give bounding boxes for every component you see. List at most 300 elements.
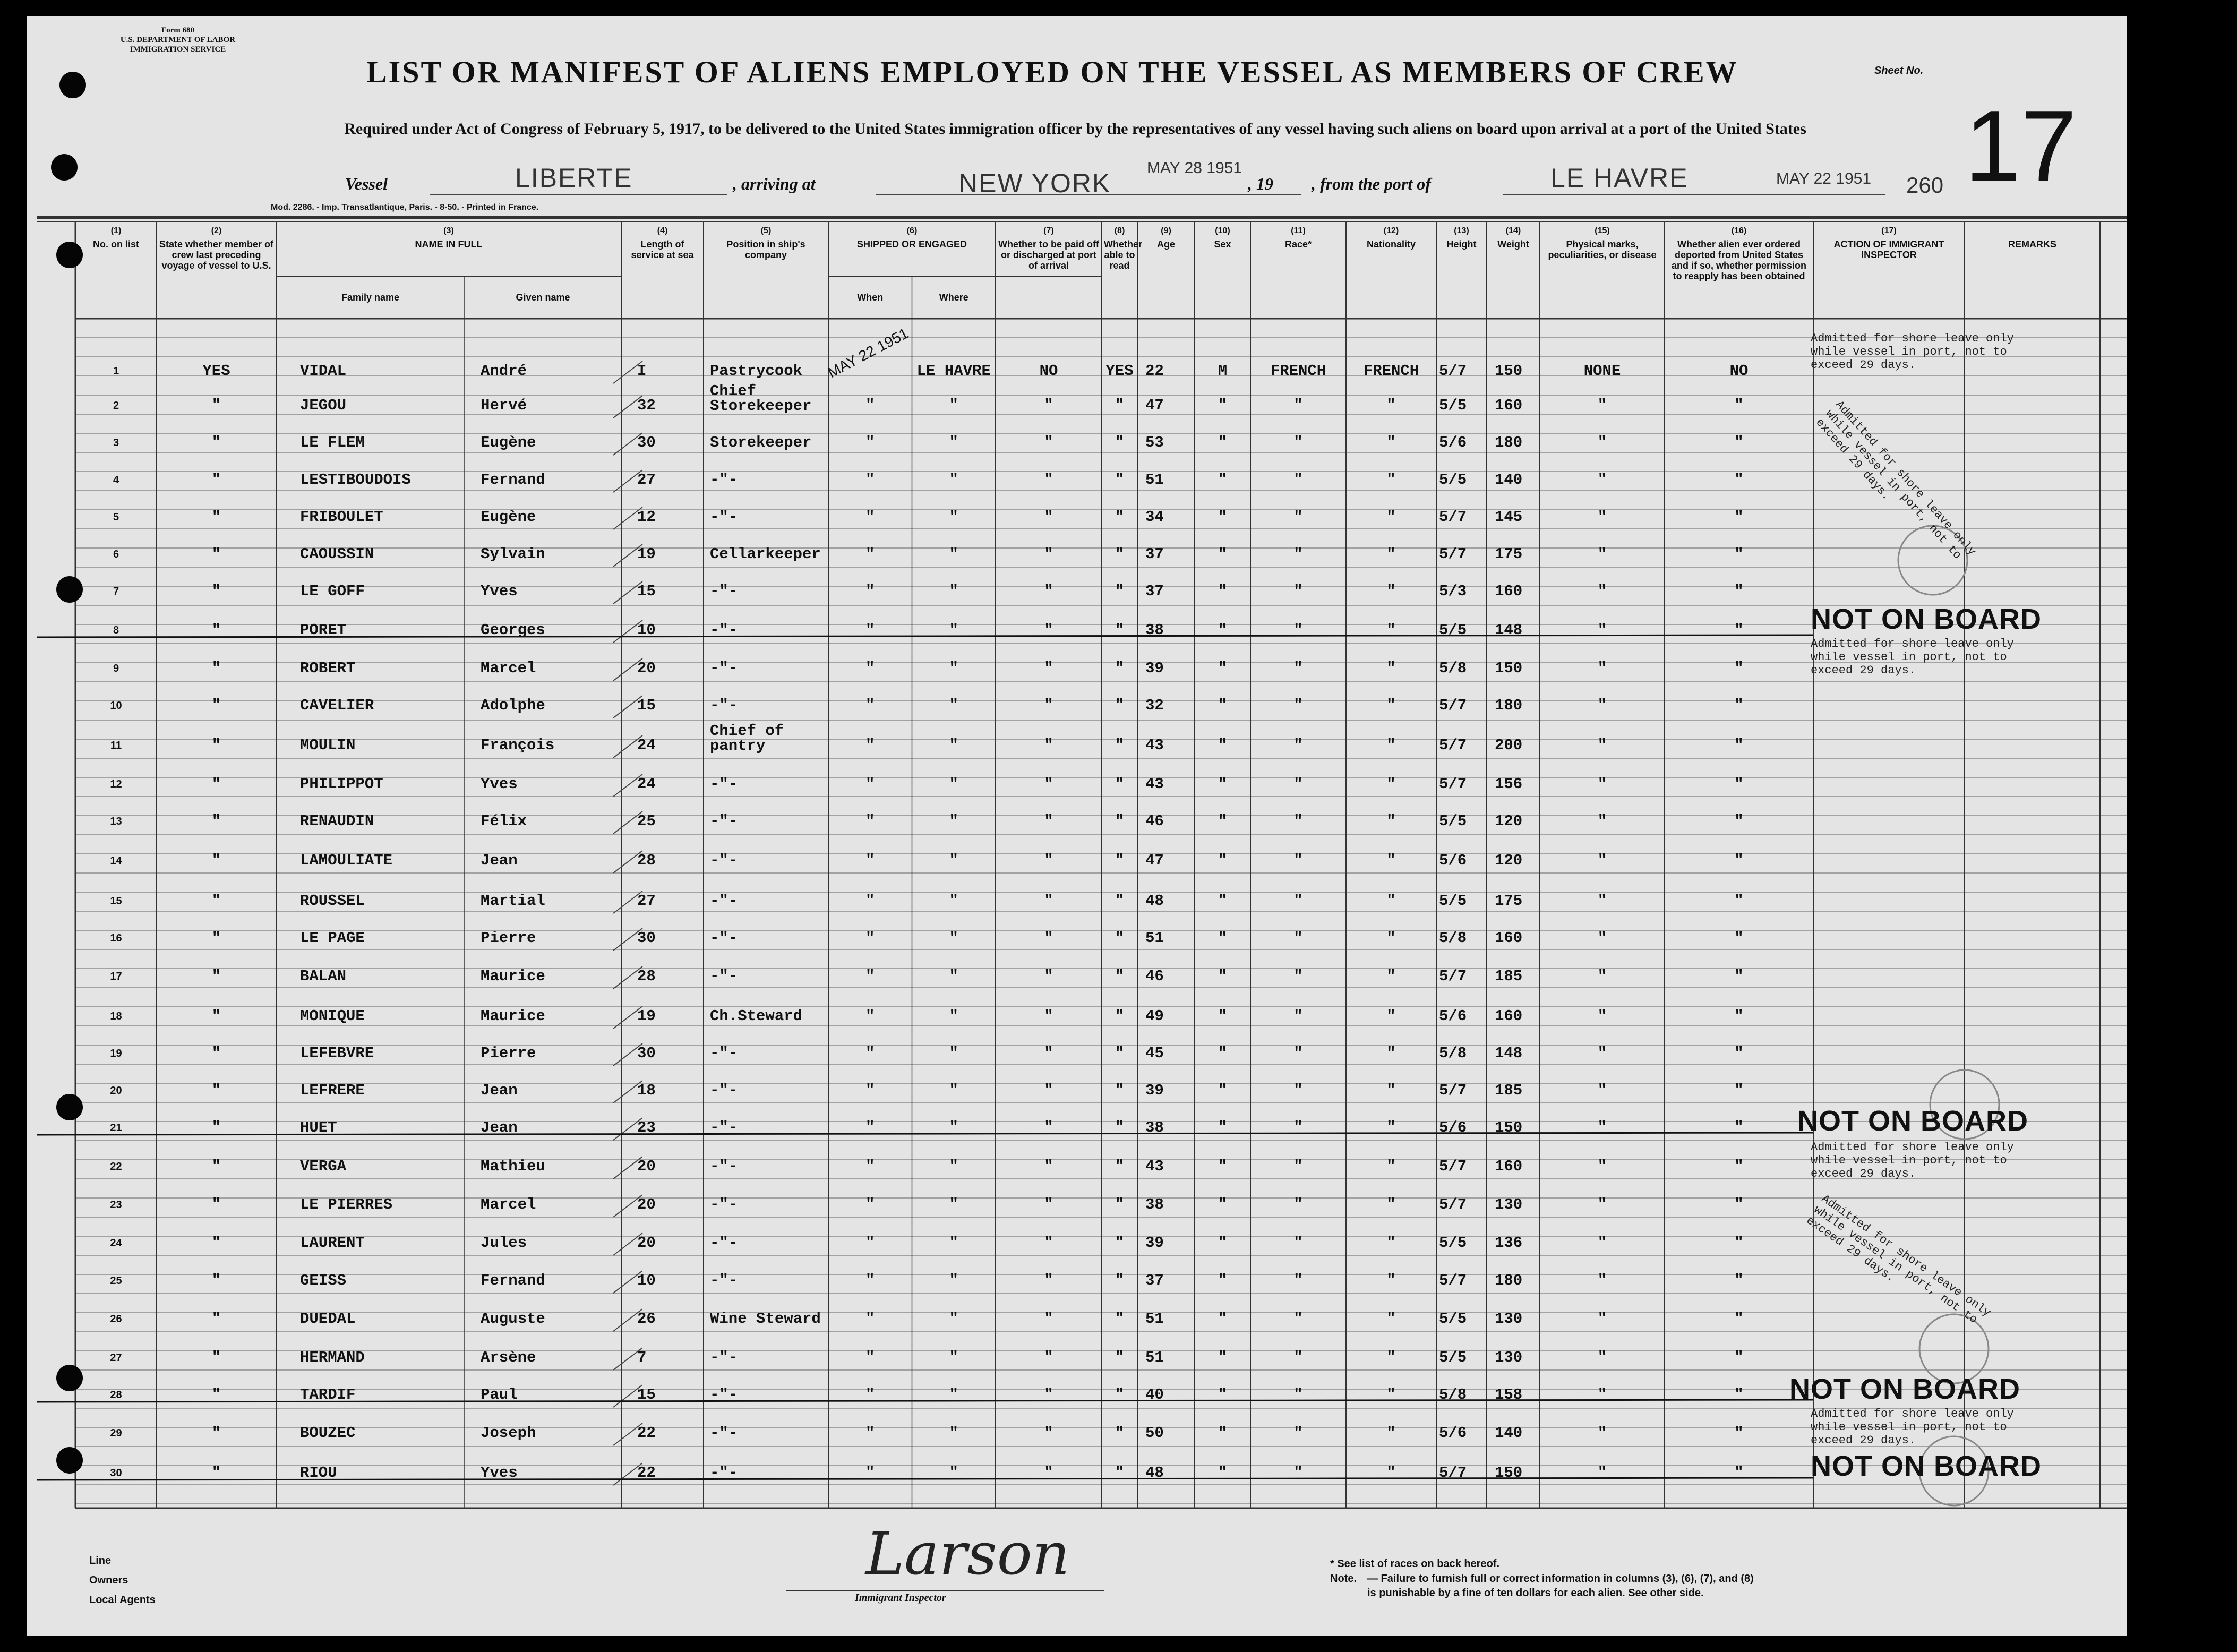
shipped-when: "	[865, 968, 875, 985]
manifest-sheet	[27, 16, 2127, 1636]
nationality: "	[1386, 1007, 1396, 1025]
previous-voyage: YES	[202, 362, 230, 380]
previous-voyage: "	[211, 812, 221, 830]
previous-voyage: "	[211, 397, 221, 414]
age: 43	[1145, 775, 1164, 793]
shipped-where: "	[949, 583, 958, 600]
given-name: Maurice	[481, 1007, 545, 1025]
shipped-when: "	[865, 697, 875, 714]
physical-marks: "	[1597, 434, 1607, 451]
weight: 150	[1495, 1119, 1523, 1136]
length-of-service: 24	[637, 775, 656, 793]
shipped-when: "	[865, 1234, 875, 1252]
race: "	[1293, 968, 1303, 985]
inspector-signature: Larson	[865, 1520, 1070, 1588]
column-header: No. on list	[93, 239, 139, 250]
family-name: LE FLEM	[300, 434, 365, 451]
weight: 120	[1495, 812, 1523, 830]
position: Storekeeper	[710, 434, 812, 451]
deported: "	[1734, 660, 1744, 677]
height: 5/5	[1439, 1310, 1467, 1328]
race: "	[1293, 545, 1303, 563]
length-of-service: 26	[637, 1310, 656, 1328]
row-number: 10	[110, 700, 122, 712]
sex: "	[1218, 1310, 1228, 1328]
age: 37	[1145, 583, 1164, 600]
previous-voyage: "	[211, 1082, 221, 1099]
shipped-where: "	[949, 1234, 958, 1252]
shipped-when: "	[865, 1310, 875, 1328]
physical-marks: "	[1597, 545, 1607, 563]
previous-voyage: "	[211, 583, 221, 600]
weight: 160	[1495, 1007, 1523, 1025]
age: 48	[1145, 1464, 1164, 1482]
length-of-service: 20	[637, 1158, 656, 1175]
height: 5/3	[1439, 583, 1467, 600]
paid-off: "	[1044, 1007, 1053, 1025]
height: 5/6	[1439, 1119, 1467, 1136]
position: -"-	[710, 968, 738, 985]
position: Cellarkeeper	[710, 545, 821, 563]
from-port: LE HAVRE	[1550, 163, 1689, 193]
previous-voyage: "	[211, 929, 221, 947]
family-name: RENAUDIN	[300, 812, 374, 830]
sex: "	[1218, 968, 1228, 985]
race: "	[1293, 1234, 1303, 1252]
row-number: 8	[113, 624, 119, 636]
able-to-read: "	[1115, 1196, 1125, 1213]
given-name: Fernand	[481, 1272, 545, 1289]
shipped-where: "	[949, 434, 958, 451]
sex: "	[1218, 545, 1228, 563]
row-number: 17	[110, 971, 122, 982]
shipped-where: "	[949, 660, 958, 677]
family-name: RIOU	[300, 1464, 337, 1482]
paid-off: "	[1044, 621, 1053, 639]
shipped-where: "	[949, 545, 958, 563]
nationality: "	[1386, 737, 1396, 754]
length-of-service: 27	[637, 471, 656, 489]
deported: "	[1734, 545, 1744, 563]
paid-off: "	[1044, 508, 1053, 526]
admitted-stamp: Admitted for shore leave only while vessel in port, not to exceed 29 days.	[1811, 332, 2014, 372]
given-name: Yves	[481, 583, 518, 600]
shipped-when: "	[865, 1272, 875, 1289]
age: 34	[1145, 508, 1164, 526]
binder-hole	[56, 242, 83, 268]
nationality: "	[1386, 1234, 1396, 1252]
nationality: "	[1386, 1272, 1396, 1289]
length-of-service: 32	[637, 397, 656, 414]
physical-marks: "	[1597, 1234, 1607, 1252]
row-number: 5	[113, 511, 119, 523]
shipped-where: "	[949, 697, 958, 714]
position: -"-	[710, 1349, 738, 1366]
position: -"-	[710, 583, 738, 600]
nationality: "	[1386, 775, 1396, 793]
column-number: (5)	[760, 226, 772, 235]
row-number: 18	[110, 1011, 122, 1022]
family-name: LE PIERRES	[300, 1196, 393, 1213]
race: "	[1293, 737, 1303, 754]
vessel-name: LIBERTE	[515, 163, 633, 193]
height: 5/7	[1439, 1272, 1467, 1289]
weight: 130	[1495, 1349, 1523, 1366]
sex: "	[1218, 1386, 1228, 1403]
column-number: (13)	[1454, 226, 1469, 235]
column-number: (4)	[657, 226, 668, 235]
height: 5/5	[1439, 1349, 1467, 1366]
service: IMMIGRATION SERVICE	[130, 45, 226, 54]
not-on-board-stamp: NOT ON BOARD	[1811, 1450, 2042, 1482]
physical-marks: "	[1597, 1007, 1607, 1025]
able-to-read: "	[1115, 1272, 1125, 1289]
race: FRENCH	[1270, 362, 1326, 380]
able-to-read: YES	[1105, 362, 1134, 380]
family-name: ROUSSEL	[300, 892, 365, 910]
binder-hole	[59, 72, 86, 98]
family-name: CAVELIER	[300, 697, 374, 714]
admitted-stamp: Admitted for shore leave only while vessel in port, not to exceed 29 days.	[1811, 637, 2014, 677]
column-header: Sex	[1214, 239, 1231, 250]
previous-voyage: "	[211, 621, 221, 639]
given-name: Jules	[481, 1234, 527, 1252]
position: Wine Steward	[710, 1310, 821, 1328]
able-to-read: "	[1115, 583, 1125, 600]
family-name: FRIBOULET	[300, 508, 383, 526]
length-of-service: 30	[637, 1045, 656, 1062]
position: -"-	[710, 1386, 738, 1403]
shipped-when: "	[865, 434, 875, 451]
shipped-where: "	[949, 1349, 958, 1366]
deported: "	[1734, 775, 1744, 793]
shipped-when: "	[865, 621, 875, 639]
physical-marks: "	[1597, 1310, 1607, 1328]
physical-marks: "	[1597, 775, 1607, 793]
column-header: Age	[1156, 239, 1175, 250]
family-name: ROBERT	[300, 660, 356, 677]
given-name: Yves	[481, 775, 518, 793]
family-name: LE PAGE	[300, 929, 365, 947]
deported: "	[1734, 1119, 1744, 1136]
deported: "	[1734, 812, 1744, 830]
given-name: Jean	[481, 1119, 518, 1136]
position: Chief Storekeeper	[710, 382, 812, 415]
shipped-when: "	[865, 929, 875, 947]
shipped-when: "	[865, 397, 875, 414]
shipped-when: "	[865, 508, 875, 526]
paid-off: "	[1044, 660, 1053, 677]
row-number: 24	[110, 1237, 122, 1249]
given-name: Sylvain	[481, 545, 545, 563]
shipped-when: "	[865, 812, 875, 830]
length-of-service: 30	[637, 434, 656, 451]
paid-off: "	[1044, 583, 1053, 600]
paid-off: "	[1044, 434, 1053, 451]
length-of-service: 30	[637, 929, 656, 947]
physical-marks: "	[1597, 1082, 1607, 1099]
nationality: "	[1386, 1349, 1396, 1366]
length-of-service: 23	[637, 1119, 656, 1136]
sex: "	[1218, 583, 1228, 600]
row-number: 22	[110, 1161, 122, 1172]
column-header: Length of service at sea	[631, 239, 694, 260]
given-name: Mathieu	[481, 1158, 545, 1175]
position: -"-	[710, 1272, 738, 1289]
physical-marks: "	[1597, 621, 1607, 639]
age: 37	[1145, 1272, 1164, 1289]
previous-voyage: "	[211, 1424, 221, 1442]
weight: 148	[1495, 621, 1523, 639]
paid-off: "	[1044, 1234, 1053, 1252]
nationality: "	[1386, 929, 1396, 947]
row-number: 27	[110, 1352, 122, 1364]
not-on-board-stamp: NOT ON BOARD	[1797, 1105, 2028, 1137]
height: 5/8	[1439, 1045, 1467, 1062]
row-number: 11	[110, 740, 122, 751]
race: "	[1293, 775, 1303, 793]
race: "	[1293, 1272, 1303, 1289]
age: 39	[1145, 1082, 1164, 1099]
given-name: Jean	[481, 852, 518, 869]
shipped-where: "	[949, 968, 958, 985]
weight: 180	[1495, 434, 1523, 451]
previous-voyage: "	[211, 545, 221, 563]
sex: "	[1218, 1045, 1228, 1062]
shipped-when: "	[865, 1158, 875, 1175]
shipped-when: MAY 22 1951	[825, 324, 911, 381]
weight: 158	[1495, 1386, 1523, 1403]
sheet-number: 17	[1965, 90, 2077, 202]
age: 47	[1145, 852, 1164, 869]
able-to-read: "	[1115, 1158, 1125, 1175]
row-number: 14	[110, 855, 122, 867]
family-name: LEFRERE	[300, 1082, 365, 1099]
weight: 175	[1495, 545, 1523, 563]
deported: "	[1734, 1424, 1744, 1442]
column-number: (12)	[1383, 226, 1399, 235]
arriving-port: NEW YORK	[958, 168, 1111, 198]
shipped-where: "	[949, 621, 958, 639]
family-name: TARDIF	[300, 1386, 356, 1403]
physical-marks: "	[1597, 737, 1607, 754]
height: 5/7	[1439, 737, 1467, 754]
page-title: LIST OR MANIFEST OF ALIENS EMPLOYED ON THE VESSEL AS MEMBERS OF CREW	[366, 55, 1738, 89]
deported: "	[1734, 737, 1744, 754]
race: "	[1293, 583, 1303, 600]
nationality: "	[1386, 1119, 1396, 1136]
age: 38	[1145, 1119, 1164, 1136]
able-to-read: "	[1115, 1119, 1125, 1136]
length-of-service: 15	[637, 583, 656, 600]
paid-off: "	[1044, 545, 1053, 563]
previous-voyage: "	[211, 968, 221, 985]
race: "	[1293, 621, 1303, 639]
binder-hole	[56, 1365, 83, 1391]
binder-hole	[51, 154, 78, 181]
weight: 185	[1495, 1082, 1523, 1099]
physical-marks: "	[1597, 892, 1607, 910]
column-number: (17)	[1881, 226, 1897, 235]
nationality: "	[1386, 968, 1396, 985]
given-name: Auguste	[481, 1310, 545, 1328]
weight: 180	[1495, 697, 1523, 714]
position: -"-	[710, 852, 738, 869]
given-name: Marcel	[481, 1196, 536, 1213]
height: 5/8	[1439, 929, 1467, 947]
weight: 175	[1495, 892, 1523, 910]
sex: "	[1218, 1349, 1228, 1366]
shipped-where: "	[949, 1119, 958, 1136]
physical-marks: "	[1597, 1119, 1607, 1136]
weight: 145	[1495, 508, 1523, 526]
deported: "	[1734, 1045, 1744, 1062]
family-name: PORET	[300, 621, 347, 639]
inspector-label: Immigrant Inspector	[855, 1592, 946, 1604]
race: "	[1293, 397, 1303, 414]
position: -"-	[710, 1158, 738, 1175]
race: "	[1293, 697, 1303, 714]
deported: "	[1734, 1349, 1744, 1366]
physical-marks: "	[1597, 929, 1607, 947]
shipped-where: "	[949, 852, 958, 869]
paid-off: "	[1044, 1045, 1053, 1062]
sex: "	[1218, 397, 1228, 414]
physical-marks: "	[1597, 1424, 1607, 1442]
family-name: BALAN	[300, 968, 347, 985]
weight: 160	[1495, 1158, 1523, 1175]
family-name: LEFEBVRE	[300, 1045, 374, 1062]
height: 5/7	[1439, 1082, 1467, 1099]
shipped-where: "	[949, 471, 958, 489]
nationality: "	[1386, 583, 1396, 600]
able-to-read: "	[1115, 660, 1125, 677]
deported: NO	[1729, 362, 1749, 380]
sex: "	[1218, 1158, 1228, 1175]
height: 5/6	[1439, 1007, 1467, 1025]
paid-off: NO	[1039, 362, 1058, 380]
length-of-service: 22	[637, 1424, 656, 1442]
race: "	[1293, 1082, 1303, 1099]
shipped-when: "	[865, 583, 875, 600]
sex: "	[1218, 812, 1228, 830]
shipped-where: "	[949, 1386, 958, 1403]
length-of-service: 15	[637, 697, 656, 714]
deported: "	[1734, 1310, 1744, 1328]
physical-marks: "	[1597, 852, 1607, 869]
nationality: "	[1386, 1386, 1396, 1403]
previous-voyage: "	[211, 852, 221, 869]
signature-line	[786, 1590, 1104, 1591]
row-number: 30	[110, 1467, 122, 1479]
row-number: 4	[113, 474, 119, 486]
note-label: Note.	[1330, 1573, 1357, 1585]
row-number: 28	[110, 1389, 122, 1401]
not-on-board-stamp: NOT ON BOARD	[1789, 1373, 2020, 1405]
given-name: Pierre	[481, 1045, 536, 1062]
department: U.S. DEPARTMENT OF LABOR	[120, 36, 236, 44]
paid-off: "	[1044, 1464, 1053, 1482]
length-of-service: 20	[637, 660, 656, 677]
length-of-service: 27	[637, 892, 656, 910]
deported: "	[1734, 1386, 1744, 1403]
position: -"-	[710, 1045, 738, 1062]
shipped-where: "	[949, 1424, 958, 1442]
column-header: REMARKS	[2008, 239, 2056, 250]
position: -"-	[710, 697, 738, 714]
binder-hole	[56, 576, 83, 603]
paid-off: "	[1044, 812, 1053, 830]
required-statement: Required under Act of Congress of February 5, 1917, to be delivered to the United States immigration officer by the representatives of any vessel having such aliens on board upon arrival at a port of the United States	[344, 120, 1806, 138]
age: 32	[1145, 697, 1164, 714]
age: 43	[1145, 1158, 1164, 1175]
family-name: CAOUSSIN	[300, 545, 374, 563]
line-label: Line	[89, 1555, 112, 1567]
able-to-read: "	[1115, 1082, 1125, 1099]
note-text: — Failure to furnish full or correct information in columns (3), (6), (7), and (8) is punishable by a fine of ten dollars for each alien. See other side.	[1367, 1573, 1754, 1599]
sex: "	[1218, 892, 1228, 910]
column-header: Race*	[1284, 239, 1312, 250]
previous-voyage: "	[211, 892, 221, 910]
shipped-where: "	[949, 1272, 958, 1289]
height: 5/5	[1439, 892, 1467, 910]
previous-voyage: "	[211, 434, 221, 451]
position: -"-	[710, 892, 738, 910]
column-header: Whether able to read	[1104, 239, 1142, 271]
column-number: (6)	[906, 226, 918, 235]
column-header: Physical marks, peculiarities, or disease	[1548, 239, 1657, 260]
physical-marks: "	[1597, 1158, 1607, 1175]
paid-off: "	[1044, 1386, 1053, 1403]
deported: "	[1734, 968, 1744, 985]
sex: "	[1218, 1464, 1228, 1482]
row-number: 29	[110, 1427, 122, 1439]
height: 5/7	[1439, 508, 1467, 526]
age: 46	[1145, 968, 1164, 985]
sex: "	[1218, 1119, 1228, 1136]
shipped-when: "	[865, 852, 875, 869]
able-to-read: "	[1115, 434, 1125, 451]
paid-off: "	[1044, 471, 1053, 489]
given-name: Hervé	[481, 397, 527, 414]
race: "	[1293, 660, 1303, 677]
position: -"-	[710, 621, 738, 639]
shipped-where: "	[949, 397, 958, 414]
physical-marks: "	[1597, 1045, 1607, 1062]
able-to-read: "	[1115, 812, 1125, 830]
height: 5/5	[1439, 812, 1467, 830]
given-name: Paul	[481, 1386, 518, 1403]
length-of-service: 18	[637, 1082, 656, 1099]
able-to-read: "	[1115, 471, 1125, 489]
paid-off: "	[1044, 1272, 1053, 1289]
family-name: MOULIN	[300, 737, 356, 754]
shipped-where: "	[949, 1310, 958, 1328]
previous-voyage: "	[211, 471, 221, 489]
paid-off: "	[1044, 929, 1053, 947]
able-to-read: "	[1115, 1424, 1125, 1442]
given-name: Georges	[481, 621, 545, 639]
age: 53	[1145, 434, 1164, 451]
given-name: Jean	[481, 1082, 518, 1099]
family-name: BOUZEC	[300, 1424, 356, 1442]
race: "	[1293, 1464, 1303, 1482]
family-name: PHILIPPOT	[300, 775, 383, 793]
family-name: LESTIBOUDOIS	[300, 471, 411, 489]
row-number: 25	[110, 1275, 122, 1287]
column-header: Height	[1446, 239, 1477, 250]
able-to-read: "	[1115, 1310, 1125, 1328]
